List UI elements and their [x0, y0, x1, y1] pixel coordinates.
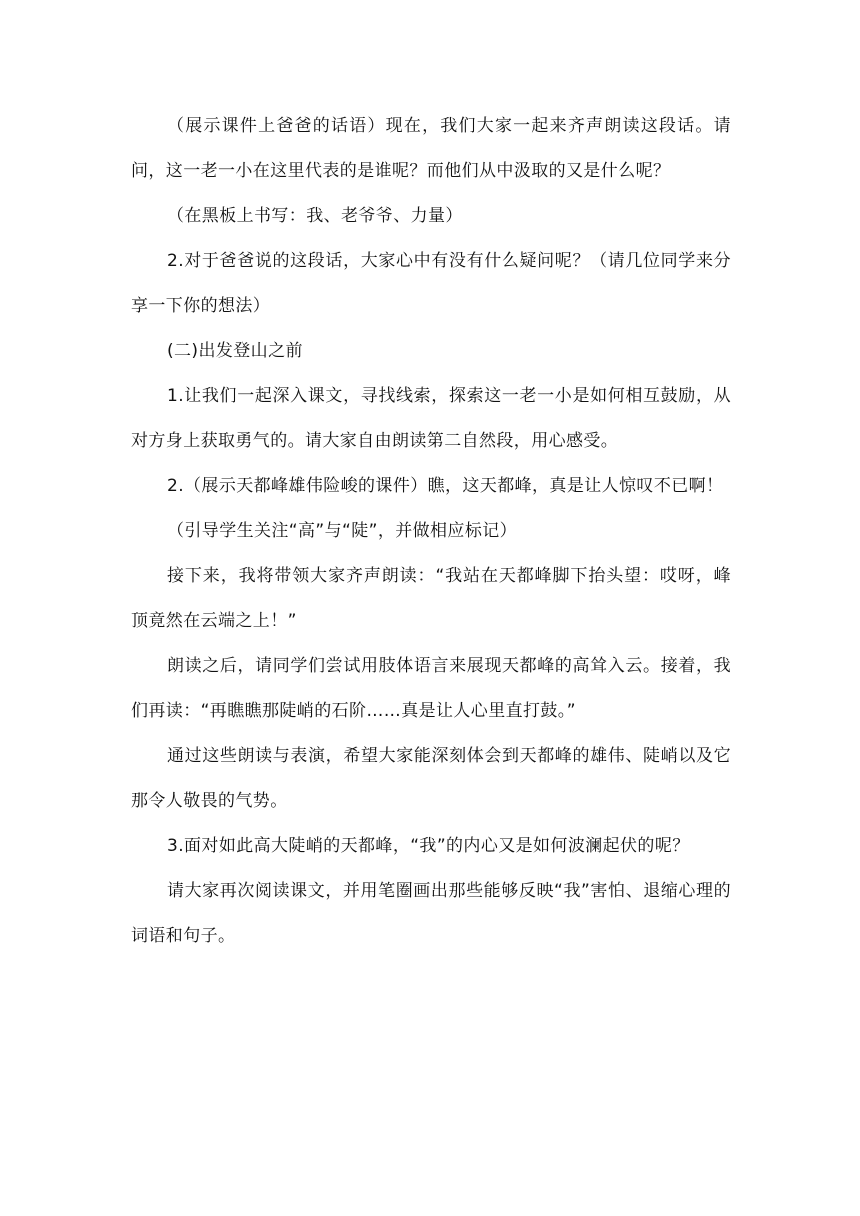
document-body: [131, 104, 731, 959]
paragraph-12: 请大家再次阅读课文，并用笔圈画出那些能够反映“我”害怕、退缩心理的词语和句子。: [131, 881, 731, 946]
paragraph-3: 2.对于爸爸说的这段话，大家心中有没有什么疑问呢？（请几位同学来分享一下你的想法）: [131, 251, 731, 316]
paragraph-2: （在黑板上书写：我、老爷爷、力量）: [167, 206, 463, 226]
paragraph-7: （引导学生关注“高”与“陡”，并做相应标记）: [167, 521, 518, 541]
section-heading: (二)出发登山之前: [167, 341, 303, 361]
paragraph-8: 接下来，我将带领大家齐声朗读：“我站在天都峰脚下抬头望：哎呀，峰顶竟然在云端之上！”: [131, 566, 731, 631]
paragraph-9: 朗读之后，请同学们尝试用肢体语言来展现天都峰的高耸入云。接着，我们再读：“再瞧瞧那陡峭的石阶……真是让人心里直打鼓。”: [131, 656, 731, 721]
paragraph-10: 通过这些朗读与表演，希望大家能深刻体会到天都峰的雄伟、陡峭以及它那令人敬畏的气势。: [131, 746, 731, 811]
paragraph-1: （展示课件上爸爸的话语）现在，我们大家一起来齐声朗读这段话。请问，这一老一小在这里代表的是谁呢？而他们从中汲取的又是什么呢？: [131, 116, 731, 181]
paragraph-6: 2.（展示天都峰雄伟险峻的课件）瞧，这天都峰，真是让人惊叹不已啊！: [167, 476, 724, 496]
paragraph-11: 3.面对如此高大陡峭的天都峰，“我”的内心又是如何波澜起伏的呢？: [167, 836, 690, 856]
paragraph-5: 1.让我们一起深入课文，寻找线索，探索这一老一小是如何相互鼓励，从对方身上获取勇气的。请大家自由朗读第二自然段，用心感受。: [131, 386, 731, 451]
